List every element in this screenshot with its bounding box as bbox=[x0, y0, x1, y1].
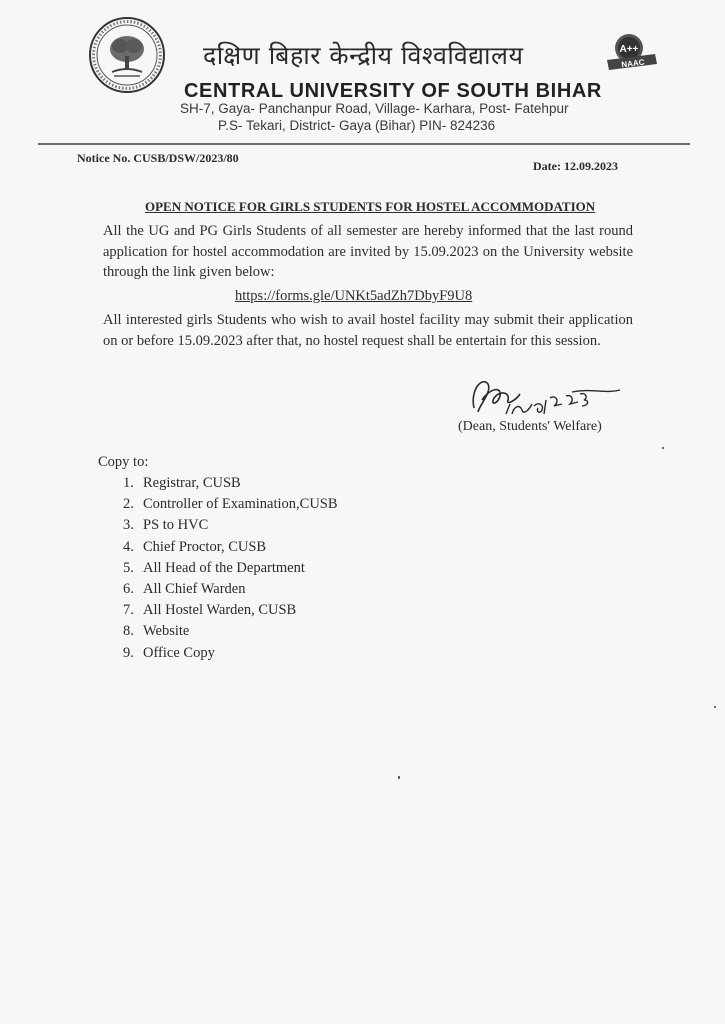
list-item: 4. Chief Proctor, CUSB bbox=[123, 538, 267, 555]
naac-badge-icon bbox=[603, 30, 659, 74]
list-item: 9. Office Copy bbox=[123, 644, 215, 661]
list-item: 7. All Hostel Warden, CUSB bbox=[123, 602, 297, 619]
address-line-1: SH-7, Gaya- Panchanpur Road, Village- Karhara, Post- Fatehpur bbox=[180, 101, 569, 116]
university-name: CENTRAL UNIVERSITY OF SOUTH BIHAR bbox=[184, 80, 602, 102]
address-line-2: P.S- Tekari, District- Gaya (Bihar) PIN- 824236 bbox=[218, 118, 496, 133]
list-item: 8. Website bbox=[123, 623, 190, 640]
notice-paragraph-1: All the UG and PG Girls Students of all semester are hereby informed that the last round application for hostel accommodation are invited by 15.09.2023 on the University website through the link given below: bbox=[103, 223, 633, 280]
list-item: 2. Controller of Examination,CUSB bbox=[123, 496, 338, 513]
notice-number: Notice No. CUSB/DSW/2023/80 bbox=[77, 151, 239, 165]
scan-speck bbox=[398, 776, 400, 779]
list-item: 5. All Head of the Department bbox=[123, 559, 305, 576]
notice-paragraph-2: All interested girls Students who wish to avail hostel facility may submit their application on or before 15.09.2023 after that, no hostel request shall be entertain for this session. bbox=[103, 312, 633, 349]
university-emblem-icon bbox=[88, 16, 166, 94]
naac-grade: A++ bbox=[619, 44, 639, 55]
list-item: 6. All Chief Warden bbox=[123, 580, 246, 597]
scan-speck bbox=[714, 706, 716, 708]
application-form-link[interactable]: https://forms.gle/UNKt5adZh7DbyF9U8 bbox=[235, 288, 473, 304]
copy-to-list bbox=[123, 473, 338, 664]
list-item: 1. Registrar, CUSB bbox=[123, 475, 241, 491]
notice-heading: OPEN NOTICE FOR GIRLS STUDENTS FOR HOSTEL ACCOMMODATION bbox=[145, 199, 596, 214]
hindi-university-name: दक्षिण बिहार केन्द्रीय विश्वविद्यालय bbox=[203, 41, 524, 70]
notice-date: Date: 12.09.2023 bbox=[533, 159, 618, 173]
list-item: 3. PS to HVC bbox=[123, 517, 209, 534]
naac-label: NAAC bbox=[620, 57, 645, 70]
header-divider bbox=[38, 143, 690, 145]
signatory-title: (Dean, Students' Welfare) bbox=[458, 419, 602, 434]
scan-speck bbox=[662, 447, 664, 449]
copy-to-label: Copy to: bbox=[98, 454, 149, 470]
